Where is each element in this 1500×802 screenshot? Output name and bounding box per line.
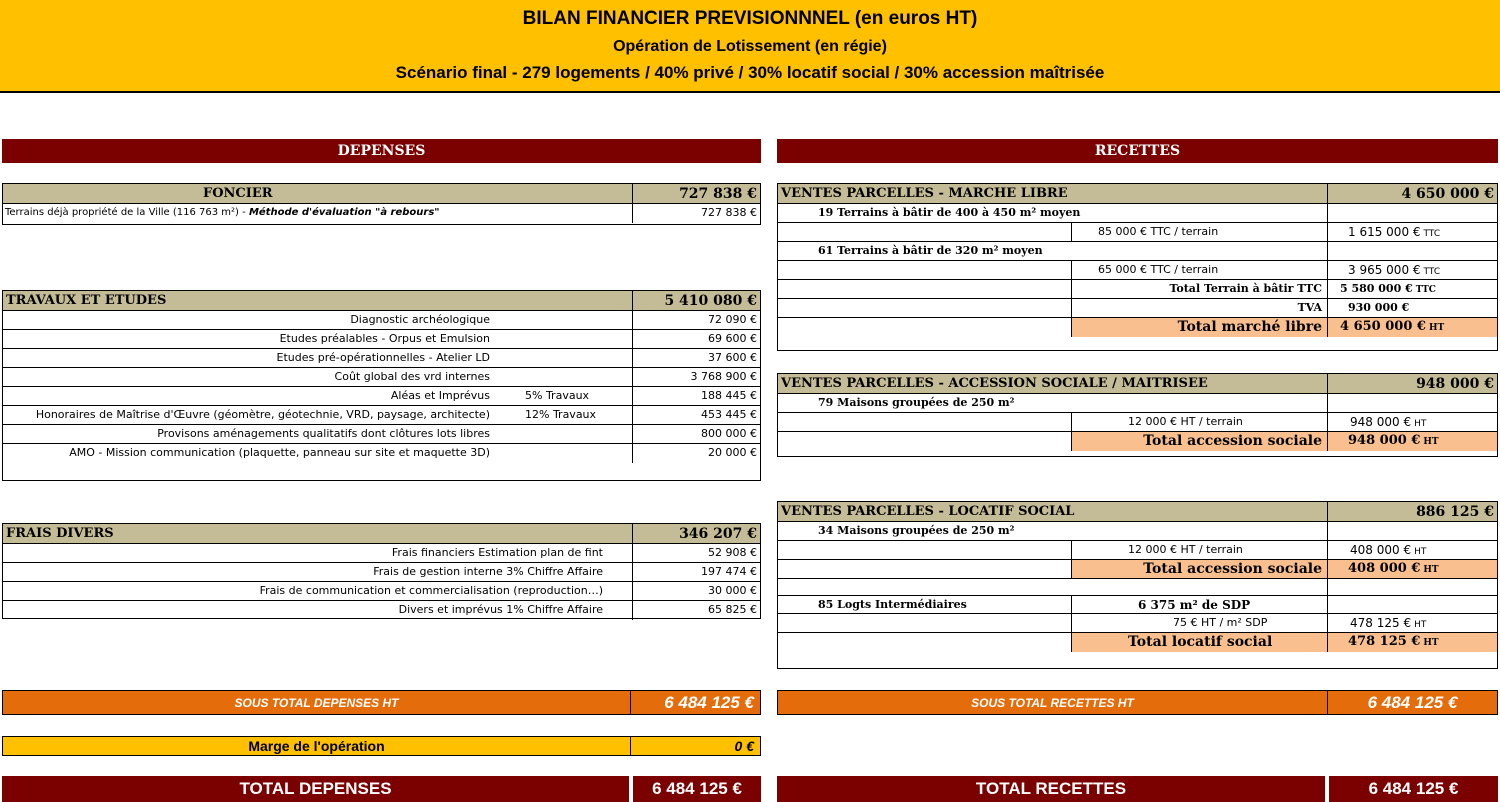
locatif-total-amount: 478 125 € [1348, 634, 1421, 649]
frais-row [3, 563, 760, 582]
frais-row-amount: 197 474 € [701, 565, 757, 578]
accession-lot: 79 Maisons groupées de 250 m² [818, 396, 1015, 409]
foncier-total: 727 838 € [679, 186, 757, 202]
travaux-row-label: Coût global des vrd internes [334, 370, 490, 383]
travaux-row-label: Honoraires de Maîtrise d'Œuvre (géomètre, géotechnie, VRD, paysage, architecte) [35, 408, 490, 421]
foncier-line-method: Méthode d'évaluation "à rebours" [248, 207, 440, 218]
accession-price: 12 000 € HT / terrain [1128, 415, 1243, 428]
locatif-price: 12 000 € HT / terrain [1128, 543, 1243, 556]
locatif-lot-row [778, 522, 1497, 541]
locatif-sub-row [778, 560, 1497, 579]
travaux-total: 5 410 080 € [664, 293, 757, 309]
frais-row [3, 544, 760, 563]
locatif-sub-amount: 408 000 € [1348, 561, 1421, 576]
libre-lot1-amount: 1 615 000 € [1348, 225, 1421, 239]
frais-row-amount: 65 825 € [708, 603, 757, 616]
total-depenses: 6 484 125 € [633, 776, 761, 802]
foncier-header [3, 184, 760, 204]
travaux-row-note: 12% Travaux [525, 408, 597, 421]
travaux-header [3, 291, 760, 311]
travaux-row [3, 444, 760, 463]
libre-tva-row [778, 299, 1497, 318]
libre-tva-label: TVA [1297, 301, 1322, 314]
locatif-lot2-sdp: 6 375 m² de SDP [1138, 598, 1251, 612]
travaux-label: TRAVAUX ET ETUDES [6, 293, 167, 308]
travaux-row-amount: 3 768 900 € [690, 370, 757, 383]
frais-header [3, 524, 760, 544]
accession-table [777, 373, 1498, 457]
travaux-row-label: Diagnostic archéologique [350, 313, 490, 326]
depenses-band: DEPENSES [2, 139, 761, 163]
libre-label: VENTES PARCELLES - MARCHE LIBRE [781, 186, 1068, 201]
foncier-label: FONCIER [203, 186, 273, 201]
frais-row [3, 601, 760, 620]
page-subtitle: Opération de Lotissement (en régie) [613, 38, 887, 55]
libre-ttc-label: Total Terrain à bâtir TTC [1169, 282, 1322, 295]
travaux-row-label: Etudes pré-opérationnelles - Atelier LD [276, 351, 490, 364]
locatif-label: VENTES PARCELLES - LOCATIF SOCIAL [781, 504, 1075, 519]
frais-table [2, 523, 761, 619]
libre-lot2-price-row [778, 261, 1497, 280]
frais-row-label: Frais de gestion interne 3% Chiffre Affaire [373, 565, 603, 578]
accession-amount: 948 000 € [1350, 415, 1412, 429]
locatif-total-label: Total locatif social [1128, 634, 1273, 650]
locatif-price-row [778, 541, 1497, 560]
accession-header [778, 374, 1497, 394]
travaux-row-amount: 188 445 € [701, 389, 757, 402]
locatif-table [777, 501, 1498, 669]
libre-lot1-price-row [778, 223, 1497, 242]
locatif-price2-row [778, 614, 1497, 633]
accession-price-row [778, 413, 1497, 432]
foncier-line-label: Terrains déjà propriété de la Ville (116 763 m²) - [5, 207, 249, 218]
accession-total-unit: HT [1423, 437, 1439, 447]
libre-lot1-price: 85 000 € TTC / terrain [1098, 225, 1219, 238]
frais-row [3, 582, 760, 601]
locatif-total-row [778, 633, 1497, 652]
total-depenses-label: TOTAL DEPENSES [2, 776, 629, 802]
travaux-row-amount: 20 000 € [708, 446, 757, 459]
frais-row-label: Frais de communication et commercialisation (reproduction…) [259, 584, 603, 597]
libre-total-label: Total marché libre [1177, 319, 1322, 335]
locatif-sub-unit: HT [1423, 565, 1439, 575]
travaux-row [3, 349, 760, 368]
libre-total-unit: HT [1428, 323, 1445, 333]
locatif-lot2: 85 Logts Intermédiaires [818, 598, 967, 611]
travaux-row-amount: 69 600 € [708, 332, 757, 345]
frais-row-amount: 30 000 € [708, 584, 757, 597]
locatif-unit2: HT [1414, 620, 1427, 630]
sous-total-depenses: 6 484 125 € [630, 690, 761, 715]
locatif-lot2-row [778, 595, 1497, 614]
libre-lot1: 19 Terrains à bâtir de 400 à 450 m² moyen [818, 206, 1081, 219]
marge-label: Marge de l'opération [2, 736, 631, 756]
travaux-row [3, 311, 760, 330]
libre-lot1-row [778, 204, 1497, 223]
locatif-price2: 75 € HT / m² SDP [1173, 616, 1268, 629]
frais-row-label: Frais financiers Estimation plan de fint [391, 546, 603, 559]
foncier-line-amount: 727 838 € [701, 206, 757, 219]
locatif-unit: HT [1414, 547, 1427, 557]
travaux-row-amount: 37 600 € [708, 351, 757, 364]
travaux-row-amount: 72 090 € [708, 313, 757, 326]
accession-label: VENTES PARCELLES - ACCESSION SOCIALE / MAITRISEE [781, 376, 1208, 391]
page-title: BILAN FINANCIER PREVISIONNNEL (en euros HT) [522, 8, 978, 29]
foncier-table [2, 183, 761, 225]
travaux-row-label: AMO - Mission communication (plaquette, panneau sur site et maquette 3D) [69, 446, 490, 459]
libre-table [777, 183, 1498, 351]
travaux-row [3, 425, 760, 444]
libre-ttc-amount: 5 580 000 € [1340, 282, 1413, 295]
travaux-row-amount: 453 445 € [701, 408, 757, 421]
marge-value: 0 € [630, 736, 761, 756]
total-recettes: 6 484 125 € [1329, 776, 1498, 802]
sous-total-depenses-label: SOUS TOTAL DEPENSES HT [2, 690, 631, 715]
travaux-row [3, 406, 760, 425]
foncier-row [3, 204, 760, 223]
travaux-row-note: 5% Travaux [525, 389, 590, 402]
libre-lot1-unit: TTC [1423, 229, 1441, 239]
locatif-amount: 408 000 € [1350, 543, 1412, 557]
libre-lot2-unit: TTC [1423, 267, 1441, 277]
libre-lot2-price: 65 000 € TTC / terrain [1098, 263, 1219, 276]
sous-total-recettes: 6 484 125 € [1327, 690, 1498, 715]
locatif-sub-label: Total accession sociale [1143, 561, 1322, 577]
travaux-row-label: Provisons aménagements qualitatifs dont clôtures lots libres [157, 427, 490, 440]
libre-total-row [778, 318, 1497, 337]
total-recettes-label: TOTAL RECETTES [777, 776, 1325, 802]
frais-total: 346 207 € [679, 526, 757, 542]
frais-label: FRAIS DIVERS [6, 526, 114, 541]
accession-total-amount: 948 000 € [1348, 433, 1421, 448]
page-header [0, 0, 1500, 93]
libre-lot2-amount: 3 965 000 € [1348, 263, 1421, 277]
travaux-row-label: Etudes préalables - Orpus et Emulsion [279, 332, 490, 345]
libre-ttc-unit: TTC [1415, 285, 1436, 295]
locatif-lot: 34 Maisons groupées de 250 m² [818, 524, 1015, 537]
frais-row-amount: 52 908 € [708, 546, 757, 559]
frais-row-label: Divers et imprévus 1% Chiffre Affaire [398, 603, 603, 616]
locatif-total-unit: HT [1423, 638, 1439, 648]
sous-total-recettes-label: SOUS TOTAL RECETTES HT [777, 690, 1328, 715]
locatif-header [778, 502, 1497, 522]
travaux-row [3, 387, 760, 406]
libre-total-amount: 4 650 000 € [1340, 319, 1426, 334]
travaux-row [3, 330, 760, 349]
locatif-total: 886 125 € [1416, 504, 1494, 520]
travaux-row-amount: 800 000 € [701, 427, 757, 440]
accession-total-row [778, 432, 1497, 451]
libre-total: 4 650 000 € [1401, 186, 1494, 202]
travaux-row-label: Aléas et Imprévus [390, 389, 490, 402]
libre-header [778, 184, 1497, 204]
libre-lot2-row [778, 242, 1497, 261]
accession-total: 948 000 € [1416, 376, 1494, 392]
scenario-line: Scénario final - 279 logements / 40% privé / 30% locatif social / 30% accession maîtrisée [395, 63, 1105, 82]
accession-unit: HT [1414, 419, 1427, 429]
libre-lot2: 61 Terrains à bâtir de 320 m² moyen [818, 244, 1043, 257]
accession-lot-row [778, 394, 1497, 413]
libre-ttc-row [778, 280, 1497, 299]
locatif-amount2: 478 125 € [1350, 616, 1412, 630]
travaux-row [3, 368, 760, 387]
recettes-band: RECETTES [777, 139, 1498, 163]
accession-total-label: Total accession sociale [1143, 433, 1322, 449]
libre-tva-amount: 930 000 € [1348, 301, 1410, 314]
travaux-table [2, 290, 761, 481]
